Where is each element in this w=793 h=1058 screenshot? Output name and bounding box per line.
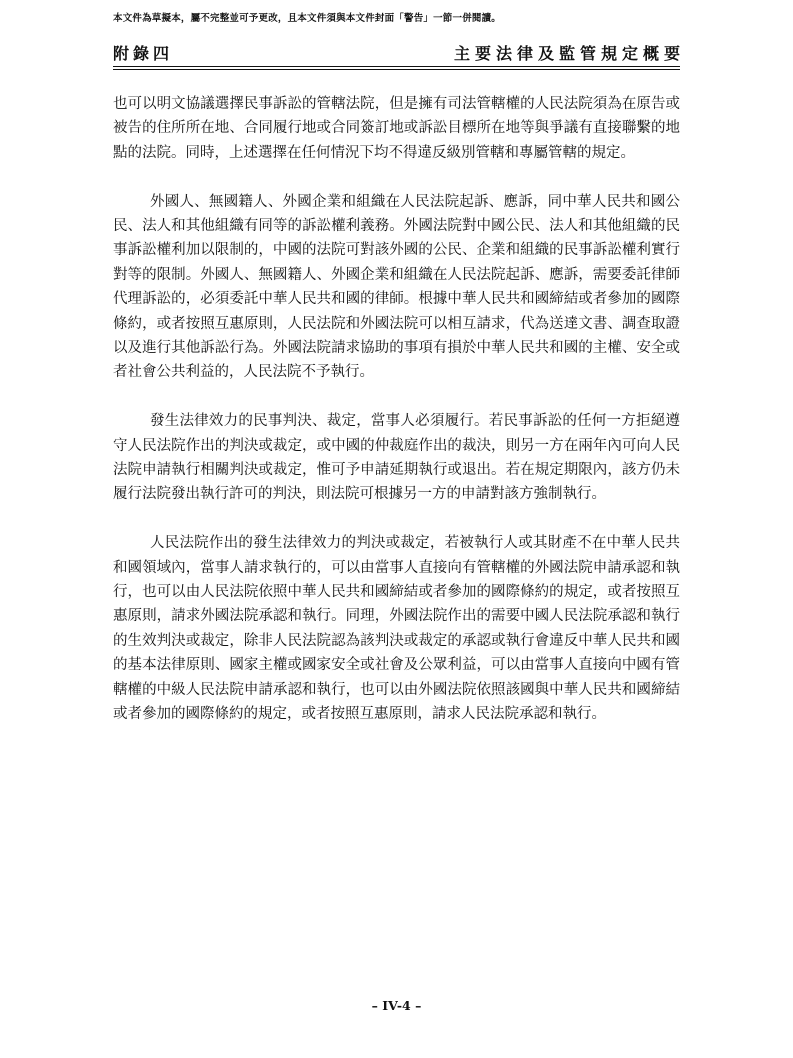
header-rule-bottom [113,69,680,70]
paragraph-1: 也可以明文協議選擇民事訴訟的管轄法院，但是擁有司法管轄權的人民法院須為在原告或被告的住所所在地、合同履行地或合同簽訂地或訴訟目標所在地等與爭議有直接聯繫的地點的法院。同時，上述選擇在任何情況下均不得違反級別管轄和專屬管轄的規定。 [113,96,680,161]
page-header [113,40,685,64]
page-number: – IV-4 – [371,998,422,1013]
appendix-title: 附錄四 [113,44,174,63]
paragraph-3: 發生法律效力的民事判決、裁定，當事人必須履行。若民事訴訟的任何一方拒絕遵守人民法院作出的判決或裁定，或中國的仲裁庭作出的裁決，則另一方在兩年內可向人民法院申請執行相關判決或裁定，惟可予申請延期執行或退出。若在規定期限內，該方仍未履行法院發出執行許可的判決，則法院可根據另一方的申請對該方強制執行。 [113,413,680,503]
draft-notice: 本文件為草擬本，屬不完整並可予更改，且本文件須與本文件封面「警告」一節一併閱讀。 [113,13,502,24]
section-title: 主要法律及監管規定概要 [453,44,685,63]
paragraph-4: 人民法院作出的發生法律效力的判決或裁定，若被執行人或其財產不在中華人民共和國領域內，當事人請求執行的，可以由當事人直接向有管轄權的外國法院申請承認和執行，也可以由人民法院依照中華人民共和國締結或者參加的國際條約的規定，或者按照互惠原則，請求外國法院承認和執行。同理，外國法院作出的需要中國人民法院承認和執行的生效判決或裁定，除非人民法院認為該判決或裁定的承認或執行會違反中華人民共和國的基本法律原則、國家主權或國家安全或社會及公眾利益，可以由當事人直接向中國有管轄權的中級人民法院申請承認和執行，也可以由外國法院依照該國與中華人民共和國締結或者參加的國際條約的規定，或者按照互惠原則，請求人民法院承認和執行。 [113,535,680,723]
paragraph-2: 外國人、無國籍人、外國企業和組織在人民法院起訴、應訴，同中華人民共和國公民、法人和其他組織有同等的訴訟權利義務。外國法院對中國公民、法人和其他組織的民事訴訟權利加以限制的，中國的法院可對該外國的公民、企業和組織的民事訴訟權利實行對等的限制。外國人、無國籍人、外國企業和組織在人民法院起訴、應訴，需要委託律師代理訴訟的，必須委託中華人民共和國的律師。根據中華人民共和國締結或者參加的國際條約，或者按照互惠原則，人民法院和外國法院可以相互請求，代為送達文書、調查取證以及進行其他訴訟行為。外國法院請求協助的事項有損於中華人民共和國的主權、安全或者社會公共利益的，人民法院不予執行。 [113,193,680,381]
header-rule-top [113,66,680,67]
body-text [113,92,680,751]
